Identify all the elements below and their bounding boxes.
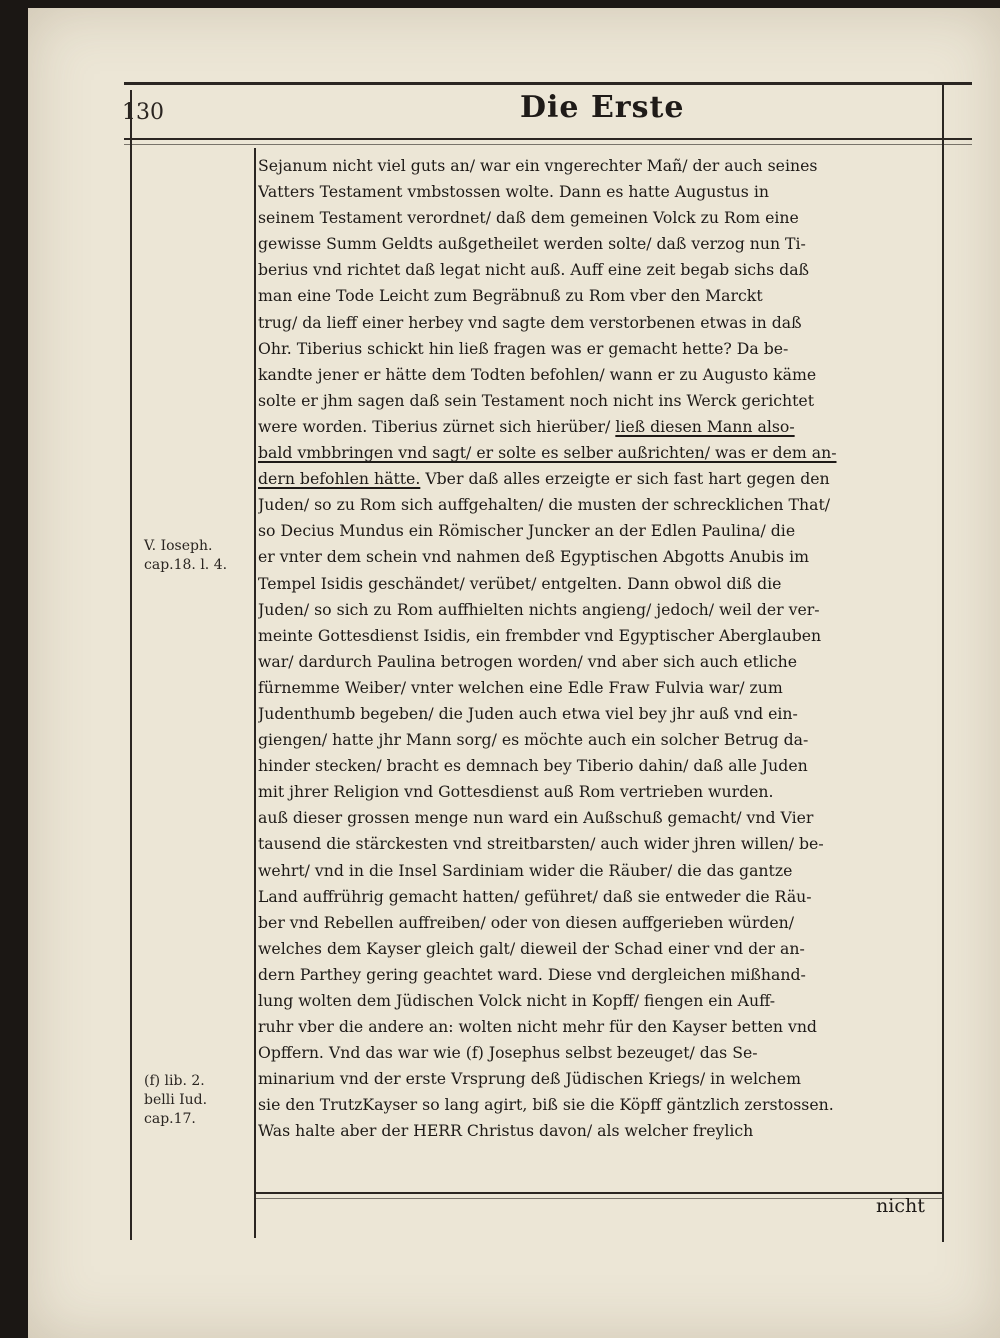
text-line: Opffern. Vnd das war wie (f) Josephus selbst bezeuget/ das Se-: [258, 1043, 758, 1063]
text-line: kandte jener er hätte dem Todten befohlen/ wann er zu Augusto käme: [258, 364, 817, 384]
text-line: ber vnd Rebellen auffreiben/ oder von diesen auffgerieben würden/: [258, 912, 795, 932]
text-line: trug/ da lieff einer herbey vnd sagte dem verstorbenen etwas in daß: [258, 312, 802, 332]
margin-note-footnote-f: [144, 1072, 252, 1129]
catchword: nicht: [876, 1195, 925, 1217]
text-line: giengen/ hatte jhr Mann sorg/ es möchte auch ein solcher Betrug da-: [258, 730, 809, 750]
text-line: man eine Tode Leicht zum Begräbnuß zu Rom vber den Marckt: [258, 286, 763, 306]
text-line: auß dieser grossen menge nun ward ein Außschuß gemacht/ vnd Vier: [258, 808, 814, 828]
text-line: war/ dardurch Paulina betrogen worden/ vnd aber sich auch etliche: [258, 651, 798, 671]
margin-column-rule: [254, 148, 256, 1238]
text-line: [258, 466, 940, 492]
text-line: Tempel Isidis geschändet/ verübet/ entgelten. Dann obwol diß die: [258, 573, 782, 593]
text-line: Land auffrührig gemacht hatten/ geführet/ daß sie entweder die Räu-: [258, 886, 812, 906]
margin-note-line: cap.17.: [144, 1111, 196, 1127]
text-segment: Vber daß alles erzeigte er sich fast hart gegen den: [420, 469, 830, 489]
underlined-text-line: bald vmbbringen vnd sagt/ er solte es selber außrichten/ was er dem an-: [258, 443, 837, 463]
right-frame-rule: [942, 82, 944, 1242]
text-line: seinem Testament verordnet/ daß dem gemeinen Volck zu Rom eine: [258, 208, 799, 228]
text-line: meinte Gottesdienst Isidis, ein frembder vnd Egyptischer Aberglauben: [258, 625, 822, 645]
text-segment: were worden. Tiberius zürnet sich hierüber/: [258, 416, 616, 436]
text-line: so Decius Mundus ein Römischer Juncker an der Edlen Paulina/ die: [258, 521, 796, 541]
header-rule: [124, 138, 972, 140]
text-line: hinder stecken/ bracht es demnach bey Tiberio dahin/ daß alle Juden: [258, 756, 808, 776]
underlined-passage: dern befohlen hätte.: [258, 469, 421, 489]
text-line: Was halte aber der HERR Christus davon/ als welcher freylich: [258, 1121, 754, 1141]
text-line: mit jhrer Religion vnd Gottesdienst auß Rom vertrieben wurden.: [258, 782, 774, 802]
body-text: [258, 153, 940, 1145]
text-line: lung wolten dem Jüdischen Volck nicht in Kopff/ fiengen ein Auff-: [258, 991, 775, 1010]
top-rule: [124, 82, 972, 85]
margin-note-line: V. Ioseph.: [144, 538, 213, 554]
text-line: berius vnd richtet daß legat nicht auß. Auff eine zeit begab sichs daß: [258, 260, 810, 280]
text-line: tausend die stärckesten vnd streitbarsten/ auch wider jhren willen/ be-: [258, 834, 824, 854]
page-number: 130: [122, 100, 164, 125]
text-line: fürnemme Weiber/ vnter welchen eine Edle Fraw Fulvia war/ zum: [258, 677, 783, 697]
text-line: sie den TrutzKayser so lang agirt, biß sie die Köpff gäntzlich zerstossen.: [258, 1095, 834, 1115]
text-line: er vnter dem schein vnd nahmen deß Egyptischen Abgotts Anubis im: [258, 547, 809, 567]
text-line: gewisse Summ Geldts außgetheilet werden solte/ daß verzog nun Ti-: [258, 234, 806, 254]
text-line: welches dem Kayser gleich galt/ dieweil der Schad einer vnd der an-: [258, 938, 805, 958]
running-head: Die Erste: [520, 90, 685, 125]
text-line: Sejanum nicht viel guts an/ war ein vngerechter Mañ/ der auch seines: [258, 156, 818, 175]
bottom-rule-thin: [256, 1198, 944, 1199]
header-rule-thin: [124, 144, 972, 145]
margin-note-line: belli Iud.: [144, 1092, 208, 1108]
text-line: wehrt/ vnd in die Insel Sardiniam wider die Räuber/ die das gantze: [258, 860, 793, 880]
text-line: Juden/ so sich zu Rom auffhielten nichts angieng/ jedoch/ weil der ver-: [258, 599, 820, 619]
text-line: ruhr vber die andere an: wolten nicht mehr für den Kayser betten vnd: [258, 1017, 817, 1037]
text-line: Vatters Testament vmbstossen wolte. Dann es hatte Augustus in: [258, 182, 769, 202]
gutter-rule: [130, 90, 132, 1240]
text-line: Judenthumb begeben/ die Juden auch etwa viel bey jhr auß vnd ein-: [258, 703, 798, 723]
text-line: minarium vnd der erste Vrsprung deß Jüdischen Kriegs/ in welchem: [258, 1069, 802, 1089]
margin-note-josephus: [144, 537, 252, 575]
text-line: [258, 414, 940, 440]
margin-note-line: cap.18. l. 4.: [144, 557, 228, 573]
text-line: dern Parthey gering geachtet ward. Diese vnd dergleichen mißhand-: [258, 964, 806, 984]
text-line: solte er jhm sagen daß sein Testament noch nicht ins Werck gerichtet: [258, 390, 815, 410]
text-line: Juden/ so zu Rom sich auffgehalten/ die musten der schrecklichen That/: [258, 495, 831, 515]
bottom-rule: [256, 1192, 944, 1194]
underlined-passage: ließ diesen Mann also-: [615, 416, 795, 436]
margin-note-line: (f) lib. 2.: [144, 1073, 205, 1089]
text-line: Ohr. Tiberius schickt hin ließ fragen was er gemacht hette? Da be-: [258, 338, 789, 358]
